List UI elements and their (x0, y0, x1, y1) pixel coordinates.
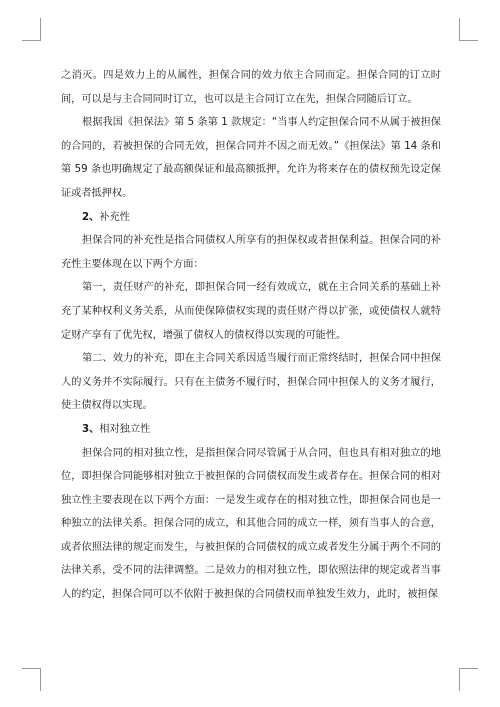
crop-mark-top-left (22, 18, 41, 41)
paragraph: 担保合同的相对独立性，是指担保合同尽管属于从合同，但也具有相对独立的地位，即担保合同能够相对独立于被担保的合同债权而发生或者存在。担保合同的相对独立性主要表现在以下两个方面：一是发生或存在的相对独立性，即担保合同也是一种独立的法律关系。担保合同的成立，和其他合同的成立一样，须有当事人的合意，或者依照法律的规定而发生，与被担保的合同债权的成立或者发生分属于两个不同的法律关系，受不同的法律调整。二是效力的相对独立性，即依照法律的规定或者当事人的约定，担保合同可以不依附于被担保的合同债权而单独发生效力，此时，被担保 (61, 447, 441, 601)
paragraph: 担保合同的补充性是指合同债权人所享有的担保权或者担保利益。担保合同的补充性主要体现在以下两个方面： (61, 235, 441, 270)
section-title: 补充性 (99, 211, 130, 223)
section-title: 相对独立性 (99, 423, 151, 435)
crop-mark-top-right (459, 18, 478, 41)
paragraph: 根据我国《担保法》第 5 条第 1 款规定：“当事人约定担保合同不从属于被担保的合同的，若被担保的合同无效，担保合同并不因之而无效。”《担保法》第 14 条和第 59 条也明确规定了最高额保证和最高额抵押，允许为将来存在的债权预先设定保证或者抵押权。 (61, 117, 441, 199)
section-heading (61, 206, 441, 230)
crop-mark-bottom-left (22, 668, 41, 691)
crop-mark-bottom-right (459, 668, 478, 691)
section-heading (61, 418, 441, 442)
paragraph: 之消灭。四是效力上的从属性，担保合同的效力依主合同而定。担保合同的订立时间，可以是与主合同同时订立，也可以是主合同订立在先，担保合同随后订立。 (61, 70, 441, 105)
body-text (61, 64, 441, 607)
paragraph: 第二、效力的补充，即在主合同关系因适当履行而正常终结时，担保合同中担保人的义务并不实际履行。只有在主债务不履行时，担保合同中担保人的义务才履行，使主债权得以实现。 (61, 353, 441, 412)
paragraph: 第一，责任财产的补充，即担保合同一经有效成立，就在主合同关系的基础上补充了某种权利义务关系，从而使保障债权实现的责任财产得以扩张，或使债权人就特定财产享有了优先权，增强了债权人的债权得以实现的可能性。 (61, 282, 441, 341)
section-number: 2、 (82, 211, 100, 223)
section-number: 3、 (82, 423, 100, 435)
